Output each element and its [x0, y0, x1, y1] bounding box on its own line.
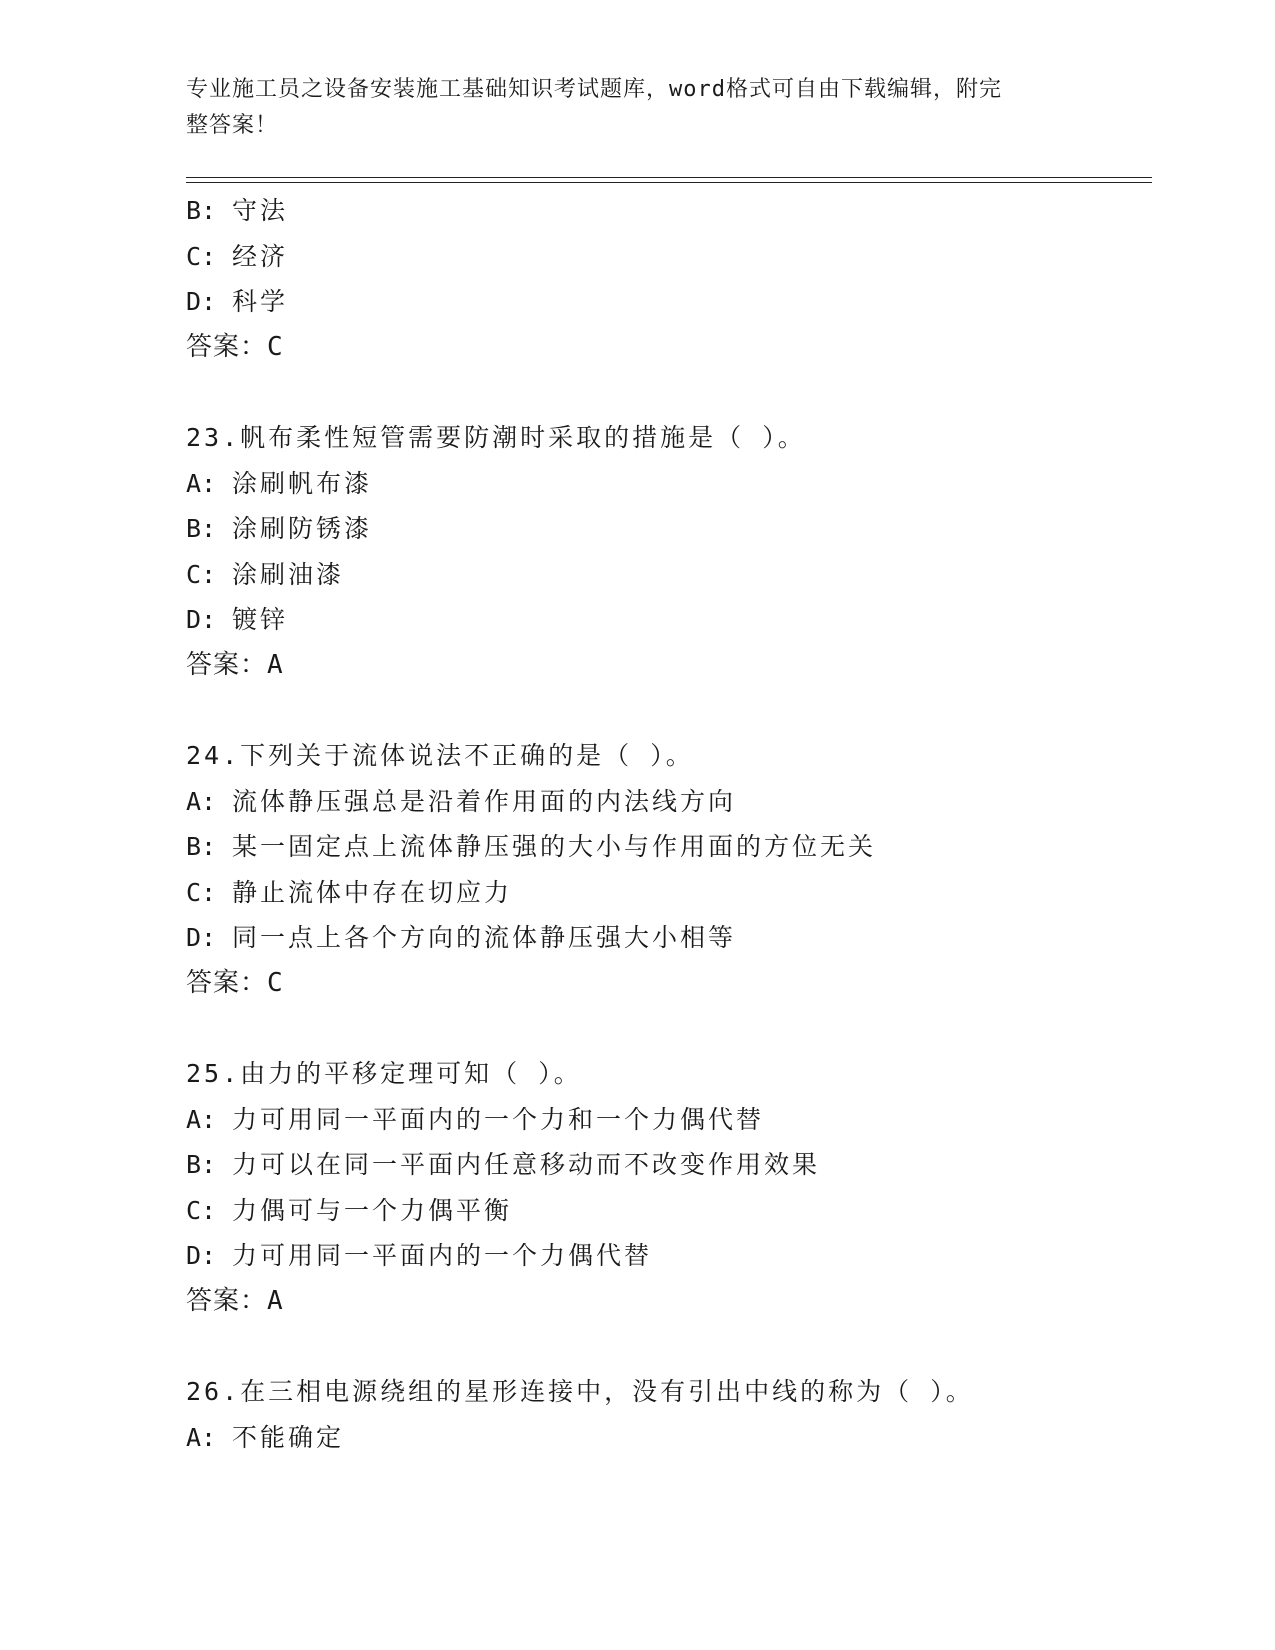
- answer-label: 答案：: [186, 1285, 268, 1316]
- option-line: [186, 1233, 1152, 1279]
- answer-value: C: [267, 967, 284, 998]
- question-block-25: [186, 1051, 1152, 1324]
- option-label: A:: [186, 786, 217, 816]
- question-list: [186, 188, 1152, 1460]
- option-line: [186, 597, 1152, 643]
- option-line: [186, 824, 1152, 870]
- option-text: 静止流体中存在切应力: [232, 877, 513, 907]
- question-spacer: [186, 1006, 1152, 1051]
- option-label: B:: [186, 514, 217, 543]
- option-text: 经济: [232, 241, 289, 271]
- header-title-line-2: 整答案！: [186, 113, 279, 138]
- option-label: C:: [186, 241, 217, 271]
- option-label: A:: [186, 1422, 217, 1452]
- question-stem: 24.下列关于流体说法不正确的是（ ）。: [186, 741, 694, 770]
- question-stem: 25.由力的平移定理可知（ ）。: [186, 1059, 582, 1088]
- question-stem: 26.在三相电源绕组的星形连接中，没有引出中线的称为（ ）。: [186, 1377, 974, 1406]
- option-line: [186, 1142, 1152, 1188]
- option-label: D:: [186, 923, 217, 952]
- question-block-24: [186, 733, 1152, 1006]
- option-text: 力偶可与一个力偶平衡: [232, 1195, 513, 1225]
- option-text: 涂刷油漆: [232, 559, 345, 589]
- question-spacer: [186, 370, 1152, 415]
- option-label: D:: [186, 287, 217, 316]
- option-line: [186, 552, 1152, 598]
- answer-line: [186, 643, 1152, 689]
- option-text: 镀锌: [232, 605, 289, 634]
- option-line: [186, 1097, 1152, 1143]
- option-text: 力可用同一平面内的一个力和一个力偶代替: [232, 1104, 765, 1134]
- option-label: A:: [186, 468, 217, 498]
- option-label: D:: [186, 605, 217, 634]
- answer-value: C: [267, 331, 284, 362]
- question-spacer: [186, 1324, 1152, 1369]
- option-label: B:: [186, 196, 217, 225]
- header-divider-bottom: [186, 182, 1152, 183]
- question-block-23: [186, 415, 1152, 688]
- option-text: 力可用同一平面内的一个力偶代替: [232, 1241, 653, 1270]
- option-text: 同一点上各个方向的流体静压强大小相等: [232, 923, 737, 952]
- header-title-line-1: 专业施工员之设备安装施工基础知识考试题库，word格式可自由下载编辑，附完: [186, 77, 1002, 102]
- answer-label: 答案：: [186, 331, 268, 362]
- answer-line: [186, 961, 1152, 1007]
- answer-value: A: [267, 1285, 284, 1316]
- answer-line: [186, 1279, 1152, 1325]
- option-text: 科学: [232, 287, 289, 316]
- option-line: [186, 234, 1152, 280]
- option-text: 流体静压强总是沿着作用面的内法线方向: [232, 786, 737, 816]
- header-divider-top: [186, 177, 1152, 178]
- option-text: 不能确定: [232, 1422, 345, 1452]
- answer-label: 答案：: [186, 967, 268, 998]
- answer-value: A: [267, 649, 284, 680]
- option-text: 涂刷防锈漆: [232, 514, 373, 543]
- option-text: 力可以在同一平面内任意移动而不改变作用效果: [232, 1150, 821, 1179]
- answer-label: 答案：: [186, 649, 268, 680]
- option-line: [186, 779, 1152, 825]
- option-label: A:: [186, 1104, 217, 1134]
- option-line: [186, 279, 1152, 325]
- option-text: 守法: [232, 196, 289, 225]
- option-label: C:: [186, 559, 217, 589]
- option-label: B:: [186, 832, 217, 861]
- option-line: [186, 915, 1152, 961]
- question-stem: 23.帆布柔性短管需要防潮时采取的措施是（ ）。: [186, 423, 806, 452]
- option-label: D:: [186, 1241, 217, 1270]
- option-line: [186, 870, 1152, 916]
- question-block-26: [186, 1369, 1152, 1460]
- option-label: B:: [186, 1150, 217, 1179]
- option-line: [186, 1188, 1152, 1234]
- option-line: [186, 1415, 1152, 1461]
- option-label: C:: [186, 877, 217, 907]
- option-line: [186, 188, 1152, 234]
- option-text: 涂刷帆布漆: [232, 468, 373, 498]
- answer-line: [186, 325, 1152, 371]
- option-label: C:: [186, 1195, 217, 1225]
- option-line: [186, 461, 1152, 507]
- document-header: [186, 72, 1066, 144]
- question-spacer: [186, 688, 1152, 733]
- option-line: [186, 506, 1152, 552]
- option-text: 某一固定点上流体静压强的大小与作用面的方位无关: [232, 832, 877, 861]
- question-block-partial: [186, 188, 1152, 370]
